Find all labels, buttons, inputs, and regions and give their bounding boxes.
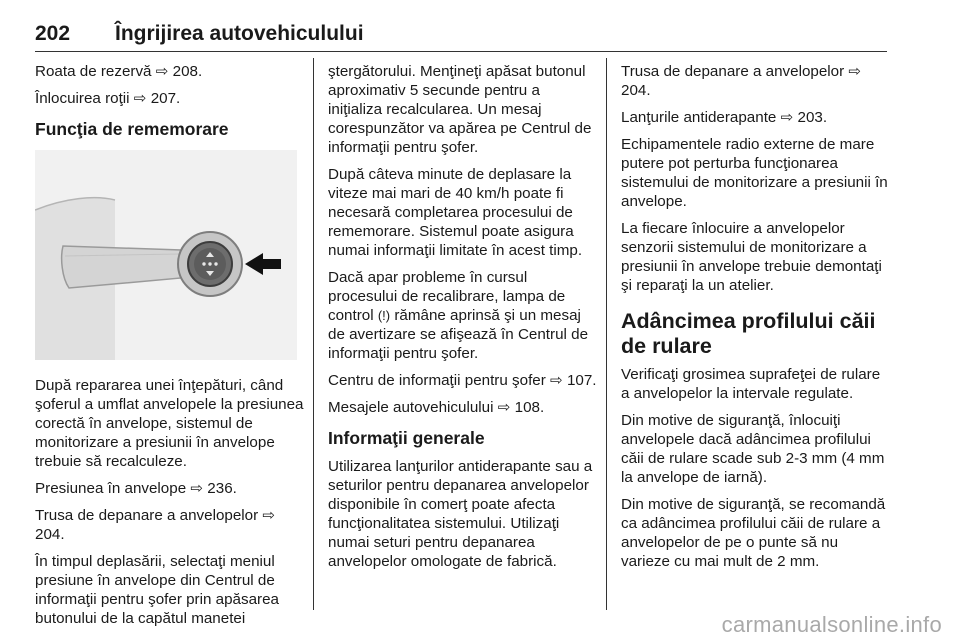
paragraph-select-menu: În timpul deplasării, selectaţi meniul presiune în anvelope din Centrul de informaţii pentru şofer prin apăsarea butonului de la capătul manetei (35, 553, 279, 627)
paragraph-sensor-removal: La fiecare înlocuire a anvelopelor senzorii sistemului de monitorizare a presiunii în anvelope trebuie demontaţi şi reparaţi la un atelier. (621, 220, 882, 294)
paragraph-recalibration-problems (328, 268, 598, 363)
paragraph-radio-interference: Echipamentele radio externe de mare putere pot perturba funcţionarea sistemului de monitorizare a presiunii în anvelope. (621, 136, 888, 210)
heading-tread-depth: Adâncimea profilului căii de rulare (621, 309, 876, 358)
crossref-snow-chains: Lanţurile antiderapante ⇨ 203. (621, 109, 828, 126)
paragraph-hold-button: ştergătorului. Menţineţi apăsat butonul aproximativ 5 secunde pentru a iniţializa recalcularea. Un mesaj corespunzător va apărea pe Centrul de informaţii pentru şofer. (328, 63, 592, 156)
crossref-repair-kit: Trusa de depanare a anvelopelor ⇨ 204. (35, 507, 276, 543)
column-divider (313, 58, 314, 610)
paragraph-axle-variation: Din motive de siguranţă, se recomandă ca adâncimea profilului căii de rulare a anvelopelor de pe o punte să nu varieze cu mai mult de 2 mm. (621, 496, 886, 570)
column-middle (328, 62, 598, 579)
paragraph-check-tread: Verificaţi grosimea suprafeţei de rulare a anvelopelor la intervale regulate. (621, 366, 881, 402)
paragraph-completion: După câteva minute de deplasare la viteze mai mari de 40 km/h poate fi necesară completarea procesului de rememorare. Sistemul poate asigura numai informaţii limitate în acest timp. (328, 166, 583, 259)
column-left (35, 62, 305, 636)
heading-general-information: Informaţii generale (328, 428, 485, 448)
header-rule (35, 51, 887, 52)
paragraph-replace-tyres: Din motive de siguranţă, înlocuiţi anvelopele dacă adâncimea profilului căii de rulare scade sub 2-3 mm (4 mm la anvelope de iarnă). (621, 412, 885, 486)
text-segment: Dacă apar probleme în cursul procesului de recalibrare, lampa de control (328, 269, 566, 324)
column-divider (606, 58, 607, 610)
tyre-pressure-warning-icon: (!) (377, 308, 391, 323)
column-right (621, 62, 891, 579)
paragraph-snow-chains: Utilizarea lanţurilor antiderapante sau a seturilor pentru depanarea anvelopelor disponibile în comerţ poate afecta funcţionalitatea sistemului. Utilizaţi numai seturi pentru depanarea anvelopelor omologate de fabrică. (328, 458, 593, 570)
crossref-wheel-change: Înlocuirea roţii ⇨ 207. (35, 90, 181, 107)
crossref-vehicle-messages: Mesajele autovehiculului ⇨ 108. (328, 399, 545, 416)
crossref-spare-wheel: Roata de rezervă ⇨ 208. (35, 63, 203, 80)
paragraph-relearn-intro: După repararea unei înţepături, când şoferul a umflat anvelopele la presiunea corectă în anvelope, sistemul de monitorizare a presiunii în anvelope trebuie să recalculeze. (35, 377, 304, 470)
page-number: 202 (35, 22, 71, 45)
text-segment: rămâne aprinsă şi un mesaj de avertizare se afişează în Centrul de informaţii pentru şofer. (328, 307, 589, 362)
crossref-driver-info-centre: Centru de informaţii pentru şofer ⇨ 107. (328, 372, 597, 389)
heading-relearn-function: Funcţia de rememorare (35, 119, 229, 139)
wiper-stalk-illustration (35, 150, 297, 360)
watermark: carmanualsonline.info (721, 612, 942, 637)
wiper-stalk-drawing (35, 150, 297, 360)
page-header (35, 22, 887, 52)
crossref-tyre-pressure: Presiunea în anvelope ⇨ 236. (35, 480, 237, 497)
crossref-repair-kit: Trusa de depanare a anvelopelor ⇨ 204. (621, 63, 862, 99)
running-title: Îngrijirea autovehiculului (115, 22, 364, 45)
